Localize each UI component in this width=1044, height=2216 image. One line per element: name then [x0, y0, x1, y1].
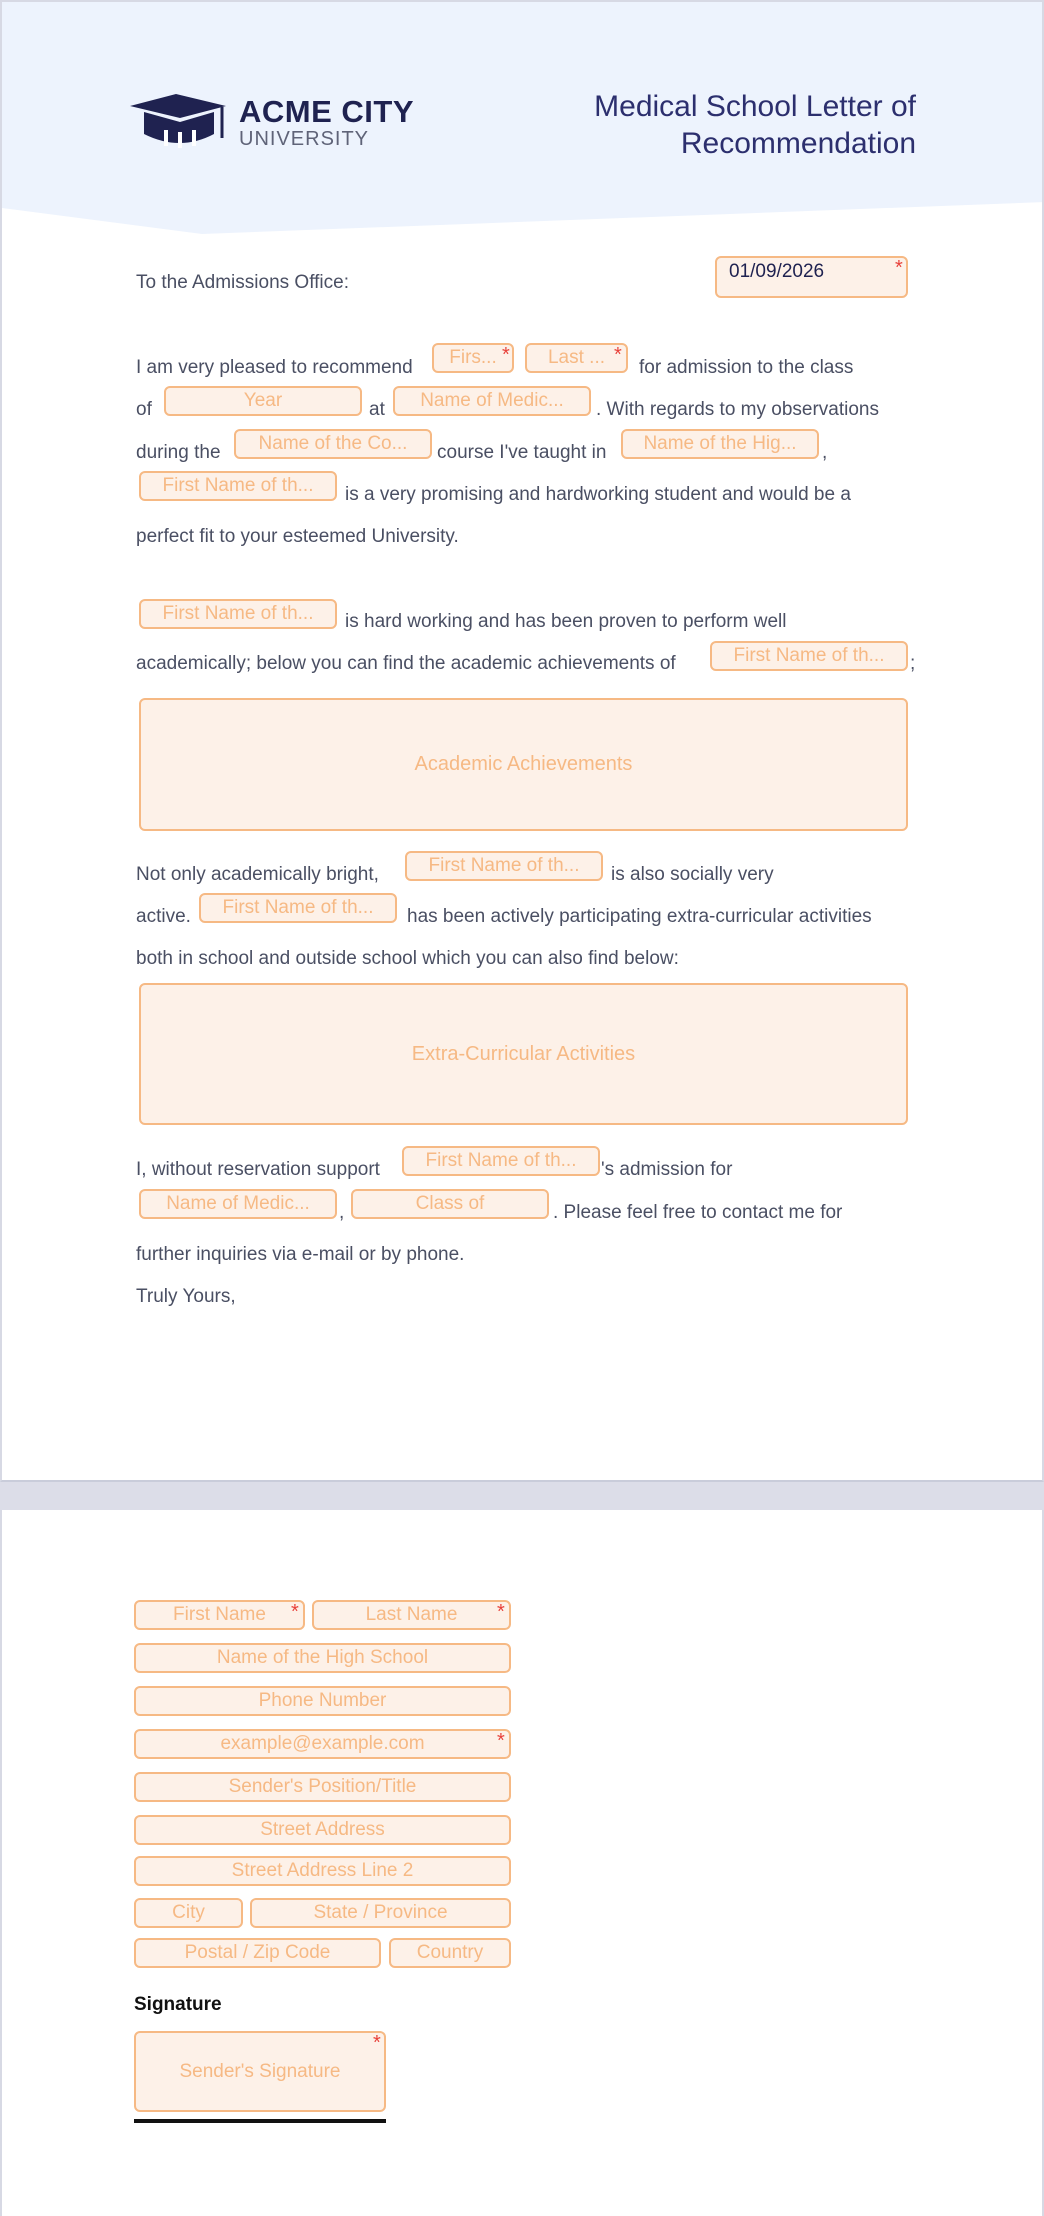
medical-school-field[interactable]: Name of Medic... [393, 386, 591, 416]
required-marker: * [373, 2032, 381, 2054]
closing: Truly Yours, [136, 1286, 236, 1307]
sender-first-name-field[interactable]: First Name [134, 1600, 305, 1630]
text: I, without reservation support [136, 1159, 380, 1180]
student-last-name-field[interactable]: Last ... [525, 343, 628, 373]
text: I am very pleased to recommend [136, 357, 413, 378]
graduation-cap-icon [130, 94, 230, 154]
date-field[interactable]: 01/09/2026 [715, 256, 908, 298]
text: for admission to the class [639, 357, 854, 378]
academic-achievements-field[interactable]: Academic Achievements [139, 698, 908, 831]
text: Not only academically bright, [136, 864, 379, 885]
text: academically; below you can find the academic achievements of [136, 653, 676, 674]
text: further inquiries via e-mail or by phone. [136, 1244, 465, 1265]
required-marker: * [497, 1601, 505, 1623]
text: course I've taught in [437, 442, 607, 463]
text: of [136, 399, 152, 420]
sender-email-field[interactable]: example@example.com [134, 1729, 511, 1759]
postal-code-field[interactable]: Postal / Zip Code [134, 1938, 381, 1968]
year-field[interactable]: Year [164, 386, 362, 416]
country-field[interactable]: Country [389, 1938, 511, 1968]
student-first-name-field[interactable]: First Name of th... [710, 641, 908, 671]
logo-subtitle: UNIVERSITY [239, 128, 370, 150]
text: is a very promising and hardworking student and would be a [345, 484, 851, 505]
text: . With regards to my observations [596, 399, 879, 420]
text: has been actively participating extra-curricular activities [407, 906, 872, 927]
city-field[interactable]: City [134, 1898, 243, 1928]
sender-high-school-field[interactable]: Name of the High School [134, 1643, 511, 1673]
sender-phone-field[interactable]: Phone Number [134, 1686, 511, 1716]
document-title: Medical School Letter of Recommendation [594, 90, 916, 160]
sender-last-name-field[interactable]: Last Name [312, 1600, 511, 1630]
student-first-name-field[interactable]: First Name of th... [405, 851, 603, 881]
extra-curricular-field[interactable]: Extra-Curricular Activities [139, 983, 908, 1125]
required-marker: * [614, 344, 622, 366]
student-first-name-field[interactable]: First Name of th... [199, 893, 397, 923]
text: at [369, 399, 385, 420]
student-first-name-field[interactable]: First Name of th... [402, 1146, 600, 1176]
text: is hard working and has been proven to perform well [345, 611, 787, 632]
text: , [822, 442, 828, 463]
salutation: To the Admissions Office: [136, 272, 349, 293]
text: perfect fit to your esteemed University. [136, 526, 459, 547]
sender-position-field[interactable]: Sender's Position/Title [134, 1772, 511, 1802]
text: . Please feel free to contact me for [553, 1202, 843, 1223]
medical-school-field[interactable]: Name of Medic... [139, 1189, 337, 1219]
class-of-field[interactable]: Class of [351, 1189, 549, 1219]
text: ; [910, 653, 916, 674]
page-separator [0, 1482, 1044, 1510]
text: during the [136, 442, 221, 463]
signature-pad[interactable]: Sender's Signature [134, 2031, 386, 2112]
student-first-name-field[interactable]: First Name of th... [139, 471, 337, 501]
required-marker: * [497, 1730, 505, 1752]
required-marker: * [291, 1601, 299, 1623]
student-first-name-field[interactable]: First Name of th... [139, 599, 337, 629]
student-first-name-field[interactable]: Firs... [432, 343, 514, 373]
high-school-field[interactable]: Name of the Hig... [621, 429, 819, 459]
text: active. [136, 906, 191, 927]
logo-name: ACME CITY [239, 94, 414, 129]
signature-label: Signature [134, 1994, 222, 2015]
text: both in school and outside school which you can also find below: [136, 948, 679, 969]
text: 's admission for [601, 1159, 733, 1180]
text: , [339, 1202, 345, 1223]
text: is also socially very [611, 864, 774, 885]
street-address-line2-field[interactable]: Street Address Line 2 [134, 1856, 511, 1886]
required-marker: * [502, 344, 510, 366]
state-province-field[interactable]: State / Province [250, 1898, 511, 1928]
required-marker: * [895, 257, 903, 279]
street-address-field[interactable]: Street Address [134, 1815, 511, 1845]
signature-underline [134, 2119, 386, 2123]
course-name-field[interactable]: Name of the Co... [234, 429, 432, 459]
